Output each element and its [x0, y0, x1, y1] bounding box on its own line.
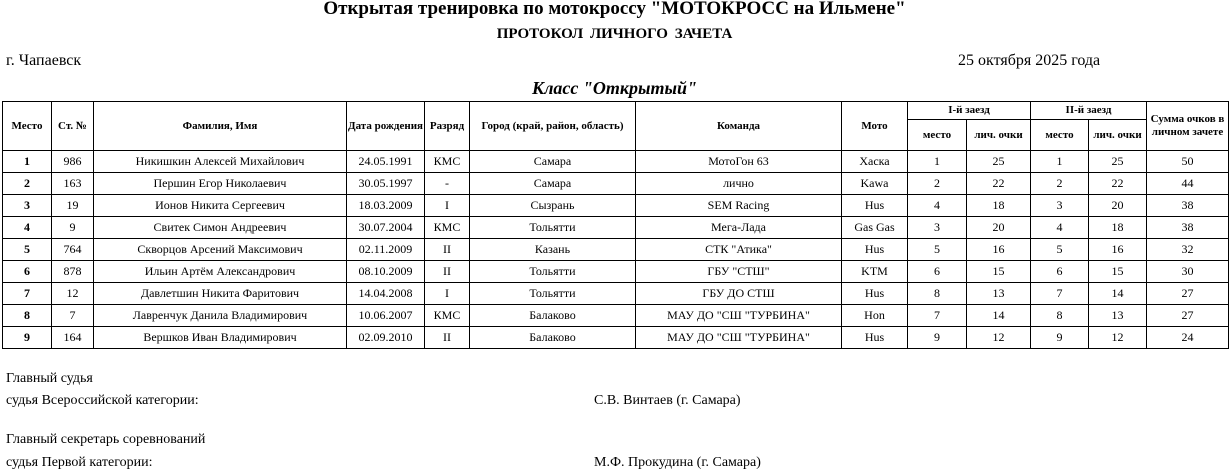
team-cell: Мега-Лада	[636, 217, 842, 239]
rank-cell: I	[425, 195, 470, 217]
total-points-cell: 38	[1147, 195, 1229, 217]
race-2-points-cell: 18	[1089, 217, 1147, 239]
birth-date-cell: 30.05.1997	[347, 173, 425, 195]
start-number-cell: 163	[52, 173, 94, 195]
header-name: Фамилия, Имя	[94, 102, 347, 151]
moto-cell: Hus	[842, 327, 908, 349]
race-2-place-cell: 1	[1031, 151, 1089, 173]
birth-date-cell: 30.07.2004	[347, 217, 425, 239]
header-race-2-points: лич. очки	[1089, 120, 1147, 151]
name-cell: Вершков Иван Владимирович	[94, 327, 347, 349]
name-cell: Скворцов Арсений Максимович	[94, 239, 347, 261]
header-race-2-place: место	[1031, 120, 1089, 151]
race-2-points-cell: 13	[1089, 305, 1147, 327]
race-1-place-cell: 3	[908, 217, 967, 239]
birth-date-cell: 08.10.2009	[347, 261, 425, 283]
city-cell: Балаково	[470, 305, 636, 327]
name-cell: Лавренчук Данила Владимирович	[94, 305, 347, 327]
total-points-cell: 32	[1147, 239, 1229, 261]
birth-date-cell: 02.09.2010	[347, 327, 425, 349]
birth-date-cell: 24.05.1991	[347, 151, 425, 173]
race-1-points-cell: 20	[967, 217, 1031, 239]
table-row	[3, 283, 1229, 305]
table-row	[3, 195, 1229, 217]
rank-cell: КМС	[425, 217, 470, 239]
team-cell: МАУ ДО "СШ "ТУРБИНА"	[636, 305, 842, 327]
table-row	[3, 151, 1229, 173]
total-points-cell: 24	[1147, 327, 1229, 349]
header-city: Город (край, район, область)	[470, 102, 636, 151]
birth-date-cell: 10.06.2007	[347, 305, 425, 327]
rank-cell: II	[425, 239, 470, 261]
race-2-place-cell: 7	[1031, 283, 1089, 305]
name-cell: Давлетшин Никита Фаритович	[94, 283, 347, 305]
race-2-points-cell: 15	[1089, 261, 1147, 283]
header-total: Сумма очков в личном зачете	[1147, 102, 1229, 151]
team-cell: SEM Racing	[636, 195, 842, 217]
rank-cell: II	[425, 261, 470, 283]
start-number-cell: 7	[52, 305, 94, 327]
chief-judge-name: С.В. Винтаев (г. Самара)	[594, 393, 741, 408]
place-cell: 2	[3, 173, 52, 195]
race-2-points-cell: 22	[1089, 173, 1147, 195]
race-1-place-cell: 6	[908, 261, 967, 283]
name-cell: Першин Егор Николаевич	[94, 173, 347, 195]
name-cell: Свитек Симон Андреевич	[94, 217, 347, 239]
race-2-points-cell: 20	[1089, 195, 1147, 217]
header-birth-date: Дата рождения	[347, 102, 425, 151]
event-city: г. Чапаевск	[6, 52, 82, 69]
team-cell: ГБУ ДО СТШ	[636, 283, 842, 305]
race-1-place-cell: 7	[908, 305, 967, 327]
name-cell: Ионов Никита Сергеевич	[94, 195, 347, 217]
race-1-place-cell: 9	[908, 327, 967, 349]
race-2-points-cell: 14	[1089, 283, 1147, 305]
city-cell: Самара	[470, 151, 636, 173]
team-cell: МАУ ДО "СШ "ТУРБИНА"	[636, 327, 842, 349]
race-1-points-cell: 14	[967, 305, 1031, 327]
header-race-1-place: место	[908, 120, 967, 151]
chief-secretary-category: судья Первой категории:	[6, 455, 153, 470]
race-2-place-cell: 5	[1031, 239, 1089, 261]
place-cell: 1	[3, 151, 52, 173]
place-cell: 4	[3, 217, 52, 239]
moto-cell: Хаска	[842, 151, 908, 173]
chief-secretary-title: Главный секретарь соревнований	[6, 432, 206, 447]
table-row	[3, 305, 1229, 327]
total-points-cell: 27	[1147, 305, 1229, 327]
race-1-place-cell: 1	[908, 151, 967, 173]
table-row	[3, 327, 1229, 349]
name-cell: Никишкин Алексей Михайлович	[94, 151, 347, 173]
moto-cell: Hus	[842, 239, 908, 261]
start-number-cell: 878	[52, 261, 94, 283]
total-points-cell: 30	[1147, 261, 1229, 283]
race-1-place-cell: 5	[908, 239, 967, 261]
start-number-cell: 986	[52, 151, 94, 173]
race-2-place-cell: 6	[1031, 261, 1089, 283]
start-number-cell: 9	[52, 217, 94, 239]
race-1-points-cell: 25	[967, 151, 1031, 173]
moto-cell: Gas Gas	[842, 217, 908, 239]
place-cell: 9	[3, 327, 52, 349]
start-number-cell: 12	[52, 283, 94, 305]
race-1-points-cell: 16	[967, 239, 1031, 261]
team-cell: ГБУ "СТШ"	[636, 261, 842, 283]
rank-cell: КМС	[425, 305, 470, 327]
moto-cell: Hus	[842, 283, 908, 305]
event-date: 25 октября 2025 года	[958, 52, 1101, 69]
city-cell: Сызрань	[470, 195, 636, 217]
team-cell: СТК "Атика"	[636, 239, 842, 261]
header-rank: Разряд	[425, 102, 470, 151]
city-cell: Самара	[470, 173, 636, 195]
protocol-subtitle: ПРОТОКОЛ ЛИЧНОГО ЗАЧЕТА	[496, 26, 733, 42]
race-2-place-cell: 4	[1031, 217, 1089, 239]
birth-date-cell: 02.11.2009	[347, 239, 425, 261]
header-race-2: II-й заезд	[1031, 102, 1147, 120]
race-2-place-cell: 9	[1031, 327, 1089, 349]
table-row	[3, 173, 1229, 195]
chief-secretary-name: М.Ф. Прокудина (г. Самара)	[594, 455, 761, 470]
place-cell: 6	[3, 261, 52, 283]
place-cell: 8	[3, 305, 52, 327]
place-cell: 5	[3, 239, 52, 261]
table-row	[3, 239, 1229, 261]
race-2-place-cell: 2	[1031, 173, 1089, 195]
name-cell: Ильин Артём Александрович	[94, 261, 347, 283]
city-cell: Тольятти	[470, 217, 636, 239]
place-cell: 3	[3, 195, 52, 217]
start-number-cell: 164	[52, 327, 94, 349]
document-title: Открытая тренировка по мотокроссу "МОТОКРОСС на Ильмене"	[323, 0, 906, 19]
city-cell: Тольятти	[470, 261, 636, 283]
team-cell: МотоГон 63	[636, 151, 842, 173]
race-1-points-cell: 15	[967, 261, 1031, 283]
moto-cell: Hus	[842, 195, 908, 217]
moto-cell: Kawa	[842, 173, 908, 195]
race-1-points-cell: 22	[967, 173, 1031, 195]
race-1-points-cell: 18	[967, 195, 1031, 217]
race-2-points-cell: 25	[1089, 151, 1147, 173]
race-2-points-cell: 16	[1089, 239, 1147, 261]
start-number-cell: 764	[52, 239, 94, 261]
total-points-cell: 50	[1147, 151, 1229, 173]
birth-date-cell: 14.04.2008	[347, 283, 425, 305]
table-row	[3, 261, 1229, 283]
header-moto: Мото	[842, 102, 908, 151]
rank-cell: II	[425, 327, 470, 349]
rank-cell: -	[425, 173, 470, 195]
chief-judge-title: Главный судья	[6, 371, 93, 386]
moto-cell: Hon	[842, 305, 908, 327]
race-1-place-cell: 2	[908, 173, 967, 195]
race-2-place-cell: 8	[1031, 305, 1089, 327]
race-2-points-cell: 12	[1089, 327, 1147, 349]
city-cell: Тольятти	[470, 283, 636, 305]
header-race-1: I-й заезд	[908, 102, 1031, 120]
total-points-cell: 44	[1147, 173, 1229, 195]
class-heading: Класс "Открытый"	[531, 78, 698, 98]
race-1-points-cell: 13	[967, 283, 1031, 305]
header-race-1-points: лич. очки	[967, 120, 1031, 151]
city-cell: Балаково	[470, 327, 636, 349]
chief-judge-category: судья Всероссийской категории:	[6, 393, 199, 408]
race-1-place-cell: 4	[908, 195, 967, 217]
birth-date-cell: 18.03.2009	[347, 195, 425, 217]
city-cell: Казань	[470, 239, 636, 261]
moto-cell: KTM	[842, 261, 908, 283]
total-points-cell: 27	[1147, 283, 1229, 305]
start-number-cell: 19	[52, 195, 94, 217]
rank-cell: I	[425, 283, 470, 305]
total-points-cell: 38	[1147, 217, 1229, 239]
header-place: Место	[3, 102, 52, 151]
team-cell: лично	[636, 173, 842, 195]
rank-cell: КМС	[425, 151, 470, 173]
header-team: Команда	[636, 102, 842, 151]
header-start-number: Ст. №	[52, 102, 94, 151]
place-cell: 7	[3, 283, 52, 305]
race-2-place-cell: 3	[1031, 195, 1089, 217]
results-table	[2, 101, 1229, 349]
table-row	[3, 217, 1229, 239]
race-1-place-cell: 8	[908, 283, 967, 305]
race-1-points-cell: 12	[967, 327, 1031, 349]
